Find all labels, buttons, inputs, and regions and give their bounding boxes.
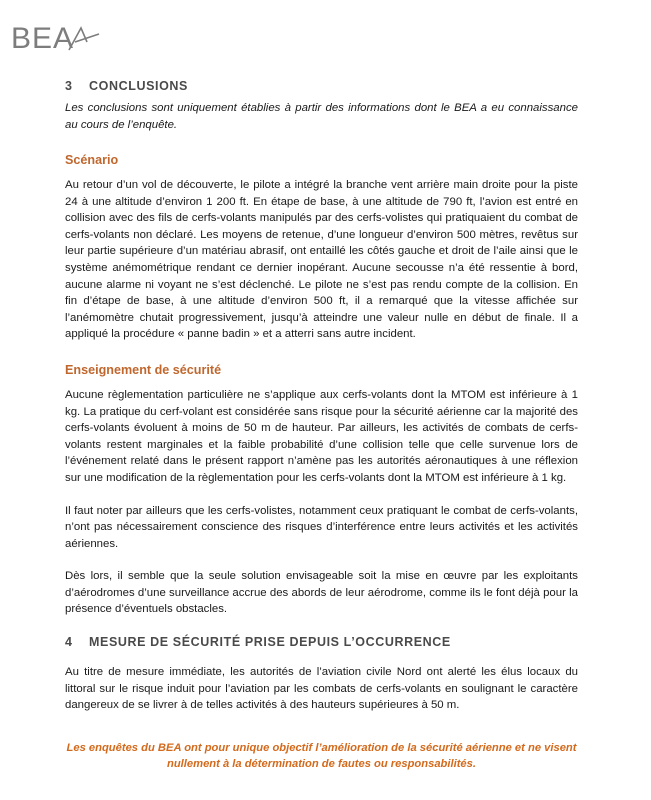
section-3-title: CONCLUSIONS — [89, 79, 188, 93]
footer-disclaimer — [60, 741, 583, 772]
footer-line-1: Les enquêtes du BEA ont pour unique objectif l’amélioration de la sécurité aérienne et ne visent — [66, 742, 577, 754]
footer-line-2: nullement à la détermination de fautes ou responsabilités. — [167, 757, 476, 770]
section-4-heading — [65, 634, 578, 650]
section-3-heading — [65, 78, 578, 94]
report-content — [65, 78, 578, 714]
safety-paragraph-1: Aucune règlementation particulière ne s’applique aux cerfs-volants dont la MTOM est inférieure à 1 kg. La pratique du cerf-volant est considérée sans risque pour la sécurité aérienne car la majorité des cerfs-volants évoluent à moins de 50 m de hauteur. Par ailleurs, les activités de combats de cerfs-volants restent marginales et la faible probabilité d’une collision telle que celle survenue lors de l’événement relaté dans le présent rapport n’amène pas les autorités aéronautiques à une réflexion sur une modification de la règlementation pour les cerfs-volants dont la MTOM est inférieure à 1 kg. — [65, 388, 578, 484]
safety-paragraph-3: Dès lors, il semble que la seule solution envisageable soit la mise en œuvre par les exploitants d’aérodromes d’une surveillance accrue des abords de leur aérodrome, comme ils le font déjà pour la présence d’éventuels obstacles. — [65, 570, 578, 616]
safety-lesson-heading: Enseignement de sécurité — [65, 362, 222, 377]
conclusions-intro: Les conclusions sont uniquement établies à partir des informations dont le BEA a eu connaissance au cours de l’enquête. — [65, 102, 578, 131]
logo-text: BEA — [11, 22, 75, 55]
scenario-text: Au retour d’un vol de découverte, le pilote a intégré la branche vent arrière main droite pour la piste 24 à une altitude d’environ 1 200 ft. En étape de base, à une altitude de 790 ft, l’avion est entré en collision avec des fils de cerfs-volants manipulés par des cerfs-volistes qui pratiquaient du combat de cerfs-volants non déclaré. Les moyens de retenue, d’une longueur d’environ 500 mètres, revêtus sur leur partie supérieure d’un matériau abrasif, ont entaillé les côtés gauche et droit de l’aile ainsi que le système anémométrique rendant ce dernier inopérant. Aucune secousse n’a été ressentie à bord, aucune alarme ni voyant ne s’est déclenché. Le pilote ne s’est pas rendu compte de la collision. En fin d’étape de base, à une altitude d’environ 500 ft, il a remarqué que la vitesse affichée sur l’anémomètre chutait progressivement, jusqu’à atteindre une valeur nulle en début de finale. Il a appliqué la procédure « panne badin » et a atterri sans autre incident. — [65, 179, 578, 341]
scenario-heading: Scénario — [65, 153, 119, 167]
safety-paragraph-2: Il faut noter par ailleurs que les cerfs-volistes, notamment ceux pratiquant le combat de cerfs-volants, n’ont pas nécessairement conscience des risques d’interférence entre leurs activités et les activités aériennes. — [65, 504, 578, 550]
section-3-number: 3 — [65, 79, 73, 93]
section-4-title: MESURE DE SÉCURITÉ PRISE DEPUIS L’OCCURRENCE — [89, 635, 451, 650]
section-4-text: Au titre de mesure immédiate, les autorités de l’aviation civile Nord ont alerté les élus locaux du littoral sur le risque induit pour l’aviation par les combats de cerfs-volants en soulignant le caractère dangereux de se livrer à de telles activités à des hauteurs supérieures à 50 m. — [65, 666, 578, 712]
bea-logo-mark — [11, 20, 101, 56]
section-4-number: 4 — [65, 635, 73, 650]
bea-logo — [11, 20, 101, 56]
